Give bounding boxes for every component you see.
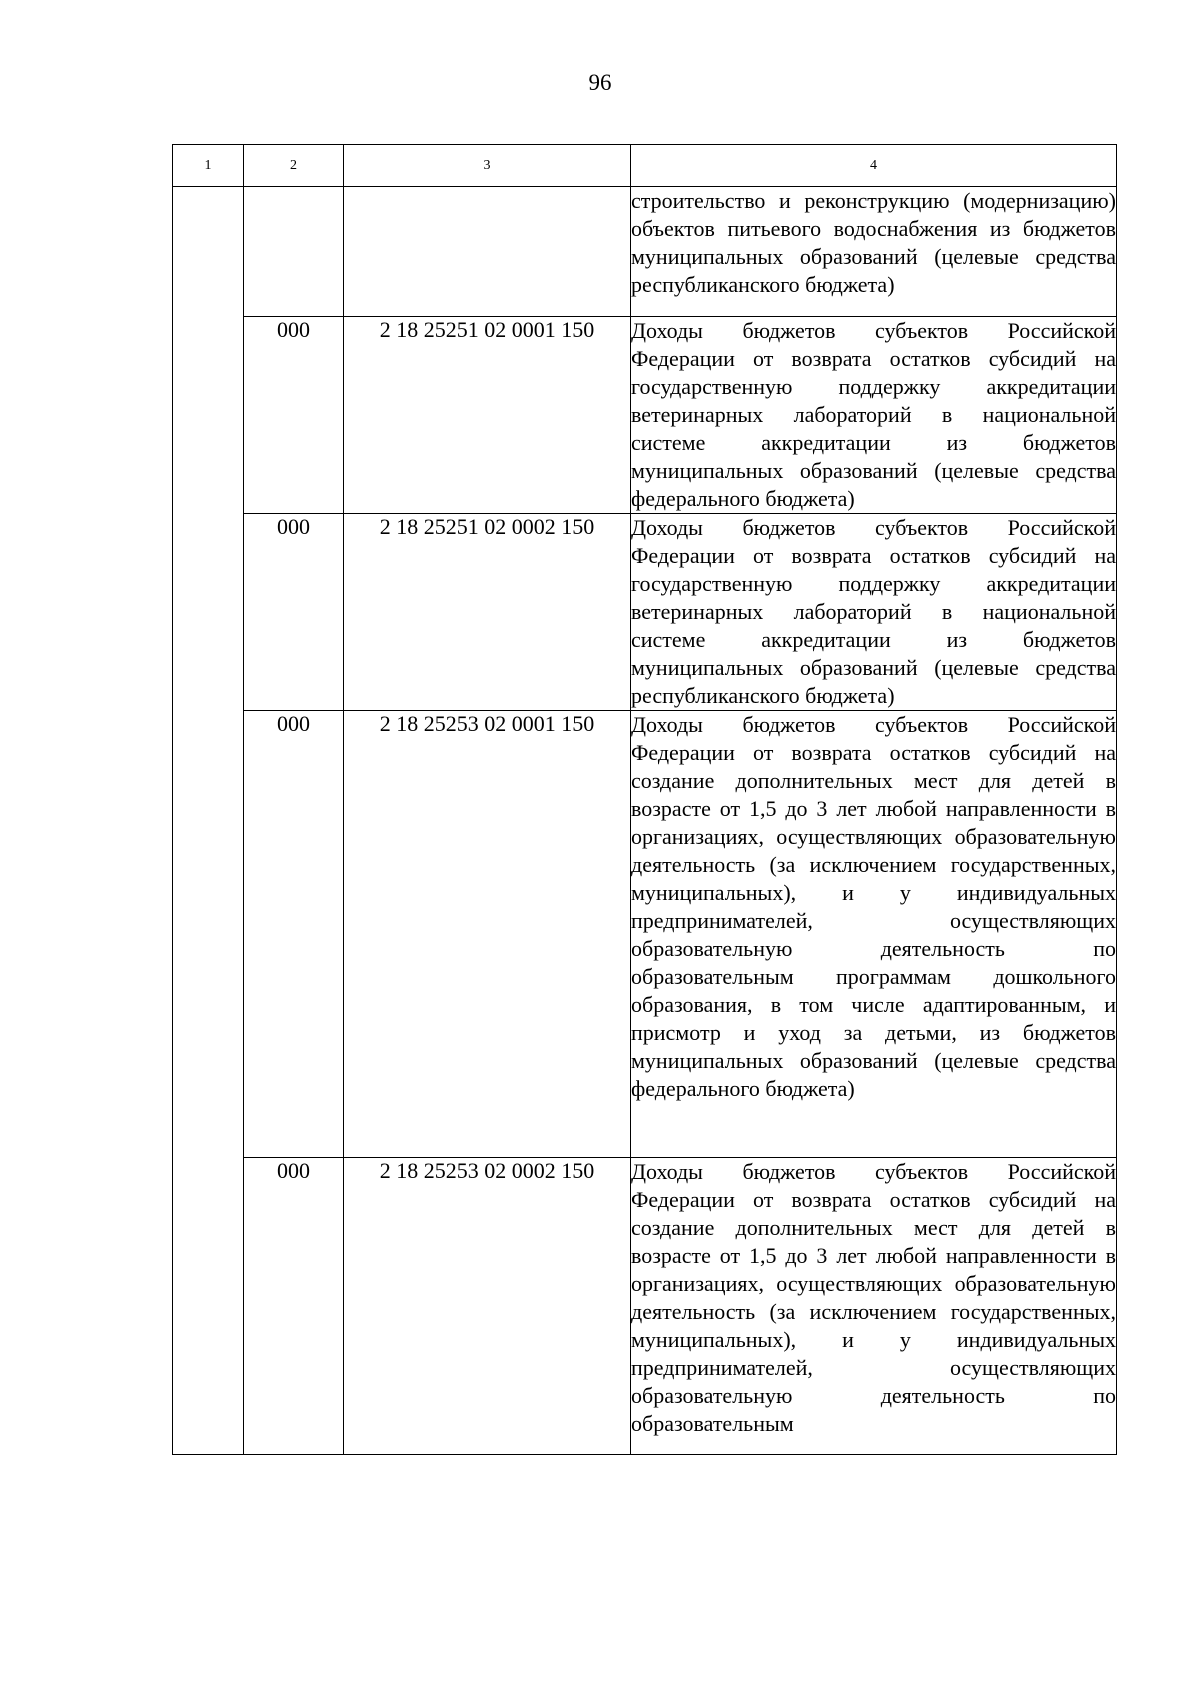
cell-admin-code: 000 <box>244 711 344 1158</box>
cell-description: Доходы бюджетов субъектов Российской Федерации от возврата остатков субсидий на государственную поддержку аккредитации ветеринарных лабораторий в национальной системе аккредитации из бюджетов муниципальных образований (целевые средства республиканского бюджета) <box>631 514 1117 711</box>
cell-description: Доходы бюджетов субъектов Российской Федерации от возврата остатков субсидий на государственную поддержку аккредитации ветеринарных лабораторий в национальной системе аккредитации из бюджетов муниципальных образований (целевые средства федерального бюджета) <box>631 317 1117 514</box>
table-row <box>173 514 1117 711</box>
header-col-4: 4 <box>631 145 1117 187</box>
cell-income-code: 2 18 25253 02 0001 150 <box>344 711 631 1158</box>
cell-admin-code: 000 <box>244 1158 344 1455</box>
document-table <box>172 144 1117 1455</box>
cell-admin-code: 000 <box>244 317 344 514</box>
page-number: 96 <box>588 70 612 95</box>
cell-description: Доходы бюджетов субъектов Российской Федерации от возврата остатков субсидий на создание дополнительных мест для детей в возрасте от 1,5 до 3 лет любой направленности в организациях, осуществляющих образовательную деятельность (за исключением государственных, муниципальных), и у индивидуальных предпринимателей, осуществляющих образовательную деятельность по образовательным <box>631 1158 1117 1455</box>
header-col-3: 3 <box>344 145 631 187</box>
header-col-1: 1 <box>173 145 244 187</box>
cell-admin-code: 000 <box>244 514 344 711</box>
cell-income-code: 2 18 25251 02 0001 150 <box>344 317 631 514</box>
cell-description: Доходы бюджетов субъектов Российской Федерации от возврата остатков субсидий на создание дополнительных мест для детей в возрасте от 1,5 до 3 лет любой направленности в организациях, осуществляющих образовательную деятельность (за исключением государственных, муниципальных), и у индивидуальных предпринимателей, осуществляющих образовательную деятельность по образовательным программам дошкольного образования, в том числе адаптированным, и присмотр и уход за детьми, из бюджетов муниципальных образований (целевые средства федерального бюджета) <box>631 711 1117 1158</box>
cell-income-code <box>344 187 631 317</box>
table-row <box>173 1158 1117 1455</box>
cell-admin-code <box>244 187 344 317</box>
cell-description: строительство и реконструкцию (модернизацию) объектов питьевого водоснабжения из бюджетов муниципальных образований (целевые средства республиканского бюджета) <box>631 187 1117 317</box>
table-row <box>173 317 1117 514</box>
cell-income-code: 2 18 25253 02 0002 150 <box>344 1158 631 1455</box>
table-header-row <box>173 145 1117 187</box>
cell-income-code: 2 18 25251 02 0002 150 <box>344 514 631 711</box>
cell-col1-merged <box>173 187 244 1455</box>
table-row <box>173 187 1117 317</box>
header-col-2: 2 <box>244 145 344 187</box>
table-row <box>173 711 1117 1158</box>
